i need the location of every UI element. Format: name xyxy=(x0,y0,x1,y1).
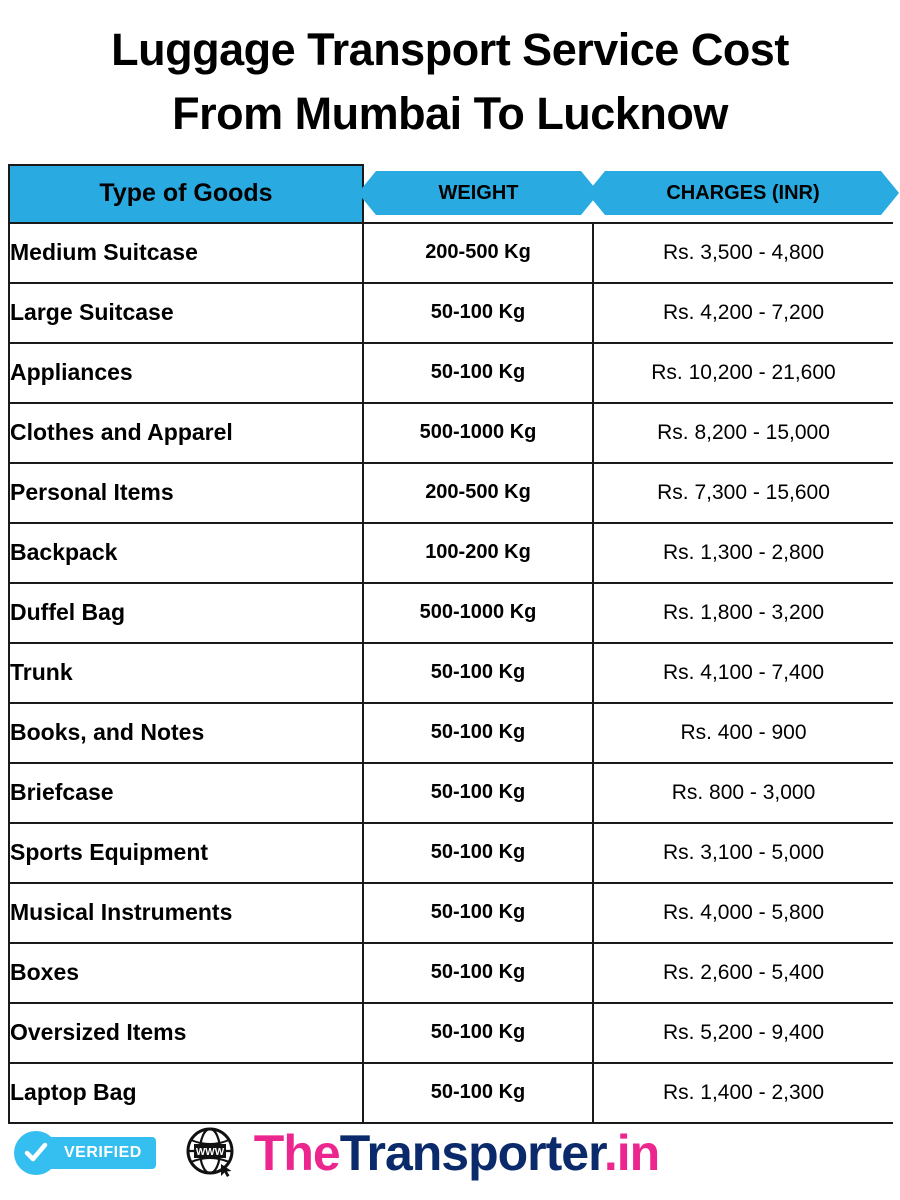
table-row xyxy=(9,643,893,703)
table-row xyxy=(9,883,893,943)
cell-weight: 50-100 Kg xyxy=(363,883,593,943)
cell-goods: Books, and Notes xyxy=(9,703,363,763)
cell-charges: Rs. 1,800 - 3,200 xyxy=(593,583,893,643)
brand-part-transporter: Transporter xyxy=(339,1125,604,1181)
cell-weight: 100-200 Kg xyxy=(363,523,593,583)
globe-www-label: WWW xyxy=(195,1147,224,1158)
cell-charges: Rs. 4,200 - 7,200 xyxy=(593,283,893,343)
cell-weight: 50-100 Kg xyxy=(363,703,593,763)
cell-charges: Rs. 1,400 - 2,300 xyxy=(593,1063,893,1123)
table-row xyxy=(9,703,893,763)
cell-weight: 500-1000 Kg xyxy=(363,583,593,643)
cell-weight: 200-500 Kg xyxy=(363,463,593,523)
table-row xyxy=(9,763,893,823)
cell-weight: 50-100 Kg xyxy=(363,343,593,403)
cell-goods: Medium Suitcase xyxy=(9,223,363,283)
cell-goods: Briefcase xyxy=(9,763,363,823)
cell-charges: Rs. 7,300 - 15,600 xyxy=(593,463,893,523)
table-row xyxy=(9,223,893,283)
cell-charges: Rs. 800 - 3,000 xyxy=(593,763,893,823)
cell-charges: Rs. 3,100 - 5,000 xyxy=(593,823,893,883)
table-row xyxy=(9,583,893,643)
cell-goods: Oversized Items xyxy=(9,1003,363,1063)
brand-part-tld: .in xyxy=(603,1125,660,1181)
cost-table-container xyxy=(8,164,892,1124)
cell-goods: Large Suitcase xyxy=(9,283,363,343)
column-header-weight: WEIGHT xyxy=(376,171,581,215)
brand-wordmark xyxy=(253,1125,660,1181)
table-row xyxy=(9,283,893,343)
checkmark-icon xyxy=(14,1131,58,1175)
cell-charges: Rs. 10,200 - 21,600 xyxy=(593,343,893,403)
cell-charges: Rs. 3,500 - 4,800 xyxy=(593,223,893,283)
cell-weight: 500-1000 Kg xyxy=(363,403,593,463)
cell-weight: 50-100 Kg xyxy=(363,643,593,703)
cell-goods: Boxes xyxy=(9,943,363,1003)
cell-weight: 200-500 Kg xyxy=(363,223,593,283)
table-row xyxy=(9,463,893,523)
cell-charges: Rs. 4,100 - 7,400 xyxy=(593,643,893,703)
cell-goods: Laptop Bag xyxy=(9,1063,363,1123)
table-row xyxy=(9,823,893,883)
globe-icon xyxy=(180,1123,240,1183)
column-header-weight-cell xyxy=(363,165,593,223)
cell-weight: 50-100 Kg xyxy=(363,763,593,823)
cell-goods: Trunk xyxy=(9,643,363,703)
cell-charges: Rs. 5,200 - 9,400 xyxy=(593,1003,893,1063)
cell-charges: Rs. 2,600 - 5,400 xyxy=(593,943,893,1003)
cell-charges: Rs. 8,200 - 15,000 xyxy=(593,403,893,463)
cell-weight: 50-100 Kg xyxy=(363,943,593,1003)
table-row xyxy=(9,343,893,403)
cell-goods: Clothes and Apparel xyxy=(9,403,363,463)
cell-goods: Personal Items xyxy=(9,463,363,523)
table-header-row xyxy=(9,165,893,223)
table-header xyxy=(9,165,893,223)
footer xyxy=(0,1114,900,1192)
table-body xyxy=(9,223,893,1123)
cell-goods: Appliances xyxy=(9,343,363,403)
table-row xyxy=(9,1003,893,1063)
table-row xyxy=(9,403,893,463)
table-row xyxy=(9,943,893,1003)
cell-weight: 50-100 Kg xyxy=(363,1063,593,1123)
cell-charges: Rs. 1,300 - 2,800 xyxy=(593,523,893,583)
cell-weight: 50-100 Kg xyxy=(363,823,593,883)
cell-charges: Rs. 400 - 900 xyxy=(593,703,893,763)
brand-part-the: The xyxy=(253,1125,340,1181)
table-row xyxy=(9,523,893,583)
page-title-line-1: Luggage Transport Service Cost xyxy=(111,24,789,75)
verified-badge xyxy=(14,1131,156,1175)
column-header-charges: CHARGES (INR) xyxy=(605,171,881,215)
cell-charges: Rs. 4,000 - 5,800 xyxy=(593,883,893,943)
cell-weight: 50-100 Kg xyxy=(363,283,593,343)
cost-table xyxy=(8,164,893,1124)
column-header-charges-cell xyxy=(593,165,893,223)
page-title-line-2: From Mumbai To Lucknow xyxy=(172,87,728,139)
verified-label: VERIFIED xyxy=(46,1137,156,1169)
cell-goods: Sports Equipment xyxy=(9,823,363,883)
page-title xyxy=(0,0,900,146)
cell-goods: Duffel Bag xyxy=(9,583,363,643)
cell-goods: Backpack xyxy=(9,523,363,583)
cell-weight: 50-100 Kg xyxy=(363,1003,593,1063)
column-header-goods: Type of Goods xyxy=(9,165,363,223)
cell-goods: Musical Instruments xyxy=(9,883,363,943)
